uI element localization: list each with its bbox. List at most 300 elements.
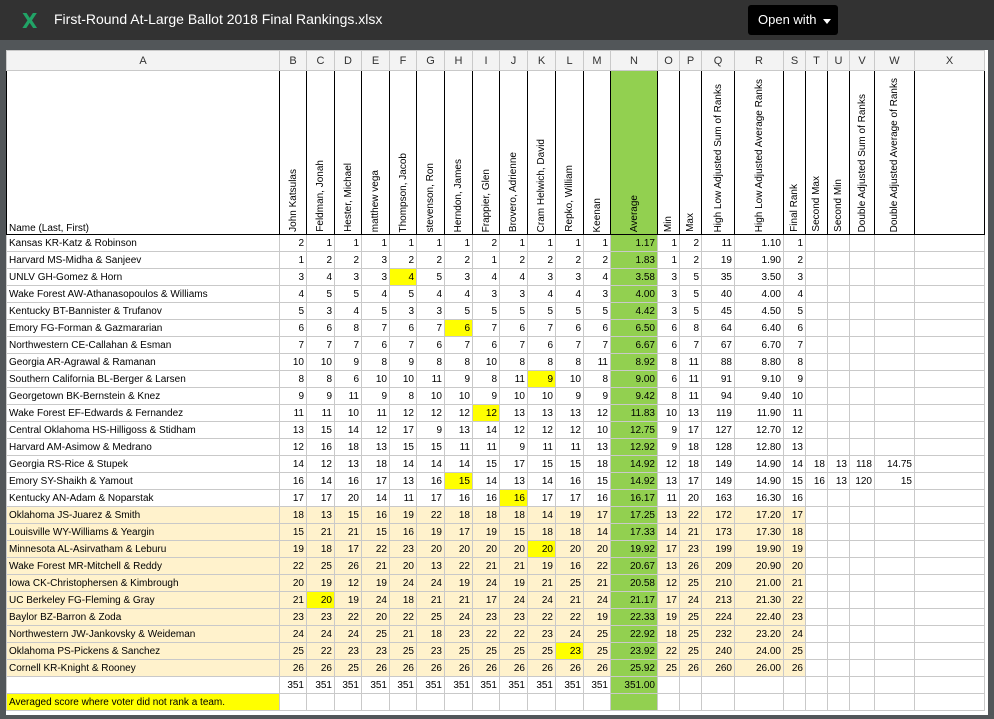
rank-cell[interactable]: 13 — [556, 405, 584, 422]
rank-cell[interactable]: 4 — [362, 286, 390, 303]
hl-avg-cell[interactable]: 8.80 — [735, 354, 784, 371]
rank-cell[interactable]: 17 — [335, 541, 362, 558]
double-avg-cell[interactable] — [875, 439, 915, 456]
rank-cell[interactable]: 22 — [390, 609, 417, 626]
rank-cell[interactable]: 10 — [280, 354, 307, 371]
rank-cell[interactable]: 17 — [528, 490, 556, 507]
team-name-cell[interactable]: Emory FG-Forman & Gazmararian — [7, 320, 280, 337]
rank-cell[interactable]: 1 — [362, 235, 390, 252]
double-sum-cell[interactable] — [850, 388, 875, 405]
rank-cell[interactable]: 2 — [473, 235, 500, 252]
rank-cell[interactable]: 2 — [584, 252, 611, 269]
empty-cell[interactable] — [915, 575, 985, 592]
rank-cell[interactable]: 13 — [307, 507, 335, 524]
average-cell[interactable]: 1.17 — [611, 235, 658, 252]
rank-cell[interactable]: 3 — [556, 269, 584, 286]
second-min-cell[interactable] — [828, 252, 850, 269]
rank-cell[interactable]: 14 — [528, 507, 556, 524]
max-cell[interactable]: 5 — [680, 286, 702, 303]
rank-cell[interactable]: 24 — [335, 626, 362, 643]
empty-cell[interactable] — [915, 626, 985, 643]
rank-cell[interactable]: 20 — [445, 541, 473, 558]
column-header-r[interactable]: R — [735, 51, 784, 71]
final-rank-cell[interactable]: 5 — [784, 303, 806, 320]
rank-cell[interactable]: 1 — [528, 235, 556, 252]
min-cell[interactable]: 12 — [658, 456, 680, 473]
rank-cell[interactable]: 4 — [307, 269, 335, 286]
hl-avg-cell[interactable]: 3.50 — [735, 269, 784, 286]
rank-cell[interactable]: 11 — [556, 439, 584, 456]
column-header-p[interactable]: P — [680, 51, 702, 71]
rank-cell[interactable]: 18 — [528, 524, 556, 541]
double-sum-cell[interactable] — [850, 609, 875, 626]
average-cell[interactable]: 9.42 — [611, 388, 658, 405]
double-avg-cell[interactable] — [875, 252, 915, 269]
rank-cell[interactable]: 16 — [417, 473, 445, 490]
rank-cell[interactable]: 20 — [362, 609, 390, 626]
second-max-cell[interactable]: 16 — [806, 473, 828, 490]
rank-cell[interactable]: 6 — [500, 320, 528, 337]
hl-sum-cell[interactable]: 199 — [702, 541, 735, 558]
header-cell[interactable] — [307, 71, 335, 235]
average-cell[interactable]: 17.25 — [611, 507, 658, 524]
empty-cell[interactable] — [915, 269, 985, 286]
max-cell[interactable]: 20 — [680, 490, 702, 507]
column-header-e[interactable]: E — [362, 51, 390, 71]
team-name-cell[interactable]: Georgia RS-Rice & Stupek — [7, 456, 280, 473]
rank-cell[interactable]: 8 — [556, 354, 584, 371]
rank-cell[interactable]: 17 — [417, 490, 445, 507]
empty-cell[interactable] — [702, 677, 735, 694]
hl-avg-cell[interactable]: 17.30 — [735, 524, 784, 541]
empty-cell[interactable] — [915, 235, 985, 252]
empty-cell[interactable] — [445, 694, 473, 711]
rank-cell[interactable]: 21 — [445, 592, 473, 609]
empty-cell[interactable] — [915, 456, 985, 473]
second-max-cell[interactable] — [806, 541, 828, 558]
rank-cell[interactable]: 10 — [500, 388, 528, 405]
average-cell[interactable]: 16.17 — [611, 490, 658, 507]
rank-cell[interactable]: 13 — [335, 456, 362, 473]
second-max-cell[interactable] — [806, 558, 828, 575]
rank-cell[interactable]: 17 — [445, 524, 473, 541]
rank-cell[interactable]: 22 — [362, 541, 390, 558]
rank-cell[interactable]: 21 — [500, 558, 528, 575]
rank-cell[interactable]: 25 — [390, 643, 417, 660]
double-sum-cell[interactable] — [850, 626, 875, 643]
rank-cell[interactable]: 10 — [584, 422, 611, 439]
double-sum-cell[interactable] — [850, 371, 875, 388]
second-max-cell[interactable] — [806, 303, 828, 320]
rank-cell[interactable]: 26 — [528, 660, 556, 677]
rank-cell[interactable]: 13 — [280, 422, 307, 439]
rank-cell[interactable]: 7 — [335, 337, 362, 354]
rank-cell[interactable]: 11 — [280, 405, 307, 422]
max-cell[interactable]: 11 — [680, 354, 702, 371]
rank-cell[interactable]: 7 — [390, 337, 417, 354]
team-name-cell[interactable]: Georgetown BK-Bernstein & Knez — [7, 388, 280, 405]
double-avg-cell[interactable] — [875, 422, 915, 439]
rank-cell[interactable]: 3 — [417, 303, 445, 320]
rank-cell[interactable]: 13 — [362, 439, 390, 456]
rank-cell[interactable]: 15 — [500, 524, 528, 541]
team-name-cell[interactable]: Central Oklahoma HS-Hilligoss & Stidham — [7, 422, 280, 439]
rank-cell[interactable]: 21 — [528, 575, 556, 592]
rank-cell[interactable]: 14 — [280, 456, 307, 473]
rank-cell[interactable]: 23 — [473, 609, 500, 626]
rank-cell[interactable]: 12 — [307, 456, 335, 473]
min-cell[interactable]: 13 — [658, 558, 680, 575]
rank-cell[interactable]: 22 — [528, 609, 556, 626]
rank-cell[interactable]: 4 — [556, 286, 584, 303]
empty-cell[interactable] — [915, 439, 985, 456]
rank-cell[interactable]: 17 — [390, 422, 417, 439]
rank-cell[interactable]: 14 — [584, 524, 611, 541]
double-avg-cell[interactable] — [875, 337, 915, 354]
rank-cell[interactable]: 18 — [390, 592, 417, 609]
max-cell[interactable]: 26 — [680, 558, 702, 575]
rank-cell[interactable]: 19 — [500, 575, 528, 592]
rank-cell[interactable]: 1 — [280, 252, 307, 269]
empty-cell[interactable] — [915, 371, 985, 388]
hl-sum-cell[interactable]: 163 — [702, 490, 735, 507]
rank-cell[interactable]: 15 — [390, 439, 417, 456]
hl-avg-cell[interactable]: 6.40 — [735, 320, 784, 337]
double-avg-cell[interactable] — [875, 626, 915, 643]
second-min-cell[interactable] — [828, 320, 850, 337]
average-cell[interactable]: 19.92 — [611, 541, 658, 558]
rank-cell[interactable]: 22 — [500, 626, 528, 643]
column-header-c[interactable]: C — [307, 51, 335, 71]
rank-cell[interactable]: 8 — [417, 354, 445, 371]
rank-cell[interactable]: 26 — [556, 660, 584, 677]
hl-sum-cell[interactable]: 11 — [702, 235, 735, 252]
hl-avg-cell[interactable]: 19.90 — [735, 541, 784, 558]
rank-cell[interactable]: 19 — [307, 575, 335, 592]
column-header-k[interactable]: K — [528, 51, 556, 71]
average-cell[interactable]: 3.58 — [611, 269, 658, 286]
rank-cell[interactable]: 22 — [584, 558, 611, 575]
rank-cell[interactable]: 17 — [362, 473, 390, 490]
rank-cell[interactable]: 7 — [445, 337, 473, 354]
rank-cell[interactable]: 10 — [528, 388, 556, 405]
header-cell[interactable] — [280, 71, 307, 235]
empty-cell[interactable] — [915, 422, 985, 439]
double-avg-cell[interactable] — [875, 558, 915, 575]
rank-cell[interactable]: 16 — [556, 473, 584, 490]
max-cell[interactable]: 21 — [680, 524, 702, 541]
average-cell[interactable]: 4.00 — [611, 286, 658, 303]
hl-sum-cell[interactable]: 94 — [702, 388, 735, 405]
rank-cell[interactable]: 6 — [528, 337, 556, 354]
rank-cell[interactable]: 3 — [362, 252, 390, 269]
rank-cell[interactable]: 24 — [417, 575, 445, 592]
average-cell[interactable]: 20.58 — [611, 575, 658, 592]
max-cell[interactable]: 13 — [680, 405, 702, 422]
empty-cell[interactable] — [915, 592, 985, 609]
second-min-cell[interactable] — [828, 354, 850, 371]
max-cell[interactable]: 7 — [680, 337, 702, 354]
rank-cell[interactable]: 11 — [445, 439, 473, 456]
rank-cell[interactable]: 21 — [390, 626, 417, 643]
rank-cell[interactable]: 15 — [584, 473, 611, 490]
second-max-cell[interactable] — [806, 422, 828, 439]
rank-cell[interactable]: 15 — [417, 439, 445, 456]
hl-sum-cell[interactable]: 119 — [702, 405, 735, 422]
rank-cell[interactable]: 22 — [445, 558, 473, 575]
second-min-cell[interactable] — [828, 269, 850, 286]
min-cell[interactable]: 17 — [658, 592, 680, 609]
double-avg-cell[interactable] — [875, 303, 915, 320]
second-max-cell[interactable] — [806, 337, 828, 354]
empty-cell[interactable] — [784, 694, 806, 711]
final-rank-cell[interactable]: 25 — [784, 643, 806, 660]
double-avg-cell[interactable] — [875, 235, 915, 252]
double-avg-cell[interactable] — [875, 541, 915, 558]
hl-sum-cell[interactable]: 40 — [702, 286, 735, 303]
double-sum-cell[interactable] — [850, 660, 875, 677]
min-cell[interactable]: 13 — [658, 473, 680, 490]
second-max-cell[interactable] — [806, 507, 828, 524]
hl-avg-cell[interactable]: 9.40 — [735, 388, 784, 405]
max-cell[interactable]: 8 — [680, 320, 702, 337]
rank-cell[interactable]: 11 — [500, 371, 528, 388]
total-cell[interactable]: 351 — [528, 677, 556, 694]
rank-cell[interactable]: 4 — [584, 269, 611, 286]
header-cell[interactable] — [658, 71, 680, 235]
final-rank-cell[interactable]: 18 — [784, 524, 806, 541]
hl-avg-cell[interactable]: 1.10 — [735, 235, 784, 252]
rank-cell[interactable]: 21 — [556, 592, 584, 609]
rank-cell[interactable]: 19 — [556, 507, 584, 524]
rank-cell[interactable]: 18 — [556, 524, 584, 541]
rank-cell[interactable]: 8 — [307, 371, 335, 388]
second-min-cell[interactable] — [828, 286, 850, 303]
rank-cell[interactable]: 17 — [556, 490, 584, 507]
rank-cell[interactable]: 16 — [362, 507, 390, 524]
rank-cell[interactable]: 10 — [335, 405, 362, 422]
header-cell[interactable]: Name (Last, First) — [7, 71, 280, 235]
rank-cell[interactable]: 2 — [390, 252, 417, 269]
min-cell[interactable]: 18 — [658, 626, 680, 643]
rank-cell[interactable]: 5 — [473, 303, 500, 320]
average-cell[interactable]: 25.92 — [611, 660, 658, 677]
rank-cell[interactable]: 12 — [473, 405, 500, 422]
second-min-cell[interactable] — [828, 609, 850, 626]
rank-cell[interactable]: 23 — [307, 609, 335, 626]
rank-cell[interactable]: 4 — [335, 303, 362, 320]
rank-cell[interactable]: 24 — [280, 626, 307, 643]
team-name-cell[interactable]: Iowa CK-Christophersen & Kimbrough — [7, 575, 280, 592]
column-header-u[interactable]: U — [828, 51, 850, 71]
rank-cell[interactable]: 26 — [362, 660, 390, 677]
rank-cell[interactable]: 10 — [390, 371, 417, 388]
rank-cell[interactable]: 25 — [335, 660, 362, 677]
rank-cell[interactable]: 2 — [307, 252, 335, 269]
hl-sum-cell[interactable]: 173 — [702, 524, 735, 541]
hl-avg-cell[interactable]: 24.00 — [735, 643, 784, 660]
average-cell[interactable]: 9.00 — [611, 371, 658, 388]
column-header-f[interactable]: F — [390, 51, 417, 71]
max-cell[interactable]: 25 — [680, 643, 702, 660]
rank-cell[interactable]: 1 — [556, 235, 584, 252]
rank-cell[interactable]: 10 — [362, 371, 390, 388]
hl-sum-cell[interactable]: 149 — [702, 473, 735, 490]
double-sum-cell[interactable] — [850, 490, 875, 507]
total-cell[interactable]: 351 — [417, 677, 445, 694]
empty-cell[interactable] — [735, 694, 784, 711]
rank-cell[interactable]: 23 — [362, 643, 390, 660]
rank-cell[interactable]: 11 — [473, 439, 500, 456]
hl-sum-cell[interactable]: 209 — [702, 558, 735, 575]
max-cell[interactable]: 24 — [680, 592, 702, 609]
rank-cell[interactable]: 3 — [307, 303, 335, 320]
empty-cell[interactable] — [915, 677, 985, 694]
rank-cell[interactable]: 19 — [473, 524, 500, 541]
min-cell[interactable]: 14 — [658, 524, 680, 541]
min-cell[interactable]: 9 — [658, 439, 680, 456]
double-avg-cell[interactable] — [875, 320, 915, 337]
rank-cell[interactable]: 12 — [528, 422, 556, 439]
max-cell[interactable]: 2 — [680, 252, 702, 269]
team-name-cell[interactable]: Wake Forest EF-Edwards & Fernandez — [7, 405, 280, 422]
empty-average-cell[interactable] — [611, 694, 658, 711]
average-cell[interactable]: 12.92 — [611, 439, 658, 456]
empty-cell[interactable] — [850, 694, 875, 711]
double-avg-cell[interactable] — [875, 405, 915, 422]
header-cell[interactable] — [915, 71, 985, 235]
rank-cell[interactable]: 1 — [390, 235, 417, 252]
rank-cell[interactable]: 3 — [390, 303, 417, 320]
average-cell[interactable]: 12.75 — [611, 422, 658, 439]
rank-cell[interactable]: 15 — [307, 422, 335, 439]
min-cell[interactable]: 6 — [658, 371, 680, 388]
average-cell[interactable]: 1.83 — [611, 252, 658, 269]
rank-cell[interactable]: 20 — [335, 490, 362, 507]
average-cell[interactable]: 4.42 — [611, 303, 658, 320]
second-min-cell[interactable] — [828, 660, 850, 677]
rank-cell[interactable]: 7 — [584, 337, 611, 354]
second-max-cell[interactable] — [806, 286, 828, 303]
min-cell[interactable]: 1 — [658, 252, 680, 269]
double-sum-cell[interactable] — [850, 507, 875, 524]
second-max-cell[interactable] — [806, 490, 828, 507]
rank-cell[interactable]: 16 — [280, 473, 307, 490]
hl-avg-cell[interactable]: 12.70 — [735, 422, 784, 439]
rank-cell[interactable]: 14 — [445, 456, 473, 473]
double-avg-cell[interactable] — [875, 507, 915, 524]
rank-cell[interactable]: 9 — [528, 371, 556, 388]
double-sum-cell[interactable] — [850, 286, 875, 303]
min-cell[interactable]: 13 — [658, 507, 680, 524]
rank-cell[interactable]: 8 — [362, 354, 390, 371]
column-header-l[interactable]: L — [556, 51, 584, 71]
rank-cell[interactable]: 12 — [556, 422, 584, 439]
rank-cell[interactable]: 11 — [390, 490, 417, 507]
rank-cell[interactable]: 24 — [445, 609, 473, 626]
hl-avg-cell[interactable]: 20.90 — [735, 558, 784, 575]
rank-cell[interactable]: 8 — [500, 354, 528, 371]
column-header-a[interactable]: A — [7, 51, 280, 71]
rank-cell[interactable]: 6 — [584, 320, 611, 337]
rank-cell[interactable]: 24 — [556, 626, 584, 643]
header-cell[interactable] — [850, 71, 875, 235]
team-name-cell[interactable]: Baylor BZ-Barron & Zoda — [7, 609, 280, 626]
rank-cell[interactable]: 20 — [528, 541, 556, 558]
rank-cell[interactable]: 13 — [584, 439, 611, 456]
double-avg-cell[interactable] — [875, 643, 915, 660]
rank-cell[interactable]: 9 — [445, 371, 473, 388]
rank-cell[interactable]: 1 — [307, 235, 335, 252]
average-cell[interactable]: 8.92 — [611, 354, 658, 371]
rank-cell[interactable]: 1 — [500, 235, 528, 252]
rank-cell[interactable]: 24 — [500, 592, 528, 609]
final-rank-cell[interactable]: 7 — [784, 337, 806, 354]
final-rank-cell[interactable]: 6 — [784, 320, 806, 337]
second-max-cell[interactable] — [806, 320, 828, 337]
total-average-cell[interactable]: 351.00 — [611, 677, 658, 694]
team-name-cell[interactable]: Oklahoma PS-Pickens & Sanchez — [7, 643, 280, 660]
rank-cell[interactable]: 14 — [362, 490, 390, 507]
rank-cell[interactable]: 25 — [500, 643, 528, 660]
rank-cell[interactable]: 26 — [335, 558, 362, 575]
min-cell[interactable]: 3 — [658, 286, 680, 303]
rank-cell[interactable]: 4 — [445, 286, 473, 303]
double-sum-cell[interactable] — [850, 575, 875, 592]
rank-cell[interactable]: 21 — [417, 592, 445, 609]
rank-cell[interactable]: 14 — [307, 473, 335, 490]
hl-sum-cell[interactable]: 45 — [702, 303, 735, 320]
hl-sum-cell[interactable]: 149 — [702, 456, 735, 473]
second-min-cell[interactable] — [828, 626, 850, 643]
rank-cell[interactable]: 11 — [417, 371, 445, 388]
rank-cell[interactable]: 21 — [362, 558, 390, 575]
rank-cell[interactable]: 20 — [556, 541, 584, 558]
final-rank-cell[interactable]: 10 — [784, 388, 806, 405]
average-cell[interactable]: 6.50 — [611, 320, 658, 337]
rank-cell[interactable]: 14 — [528, 473, 556, 490]
rank-cell[interactable]: 6 — [417, 337, 445, 354]
rank-cell[interactable]: 16 — [390, 524, 417, 541]
team-name-cell[interactable]: Harvard AM-Asimow & Medrano — [7, 439, 280, 456]
rank-cell[interactable]: 23 — [528, 626, 556, 643]
rank-cell[interactable]: 11 — [335, 388, 362, 405]
second-max-cell[interactable] — [806, 524, 828, 541]
empty-cell[interactable] — [784, 677, 806, 694]
total-cell[interactable]: 351 — [390, 677, 417, 694]
rank-cell[interactable]: 19 — [584, 609, 611, 626]
empty-cell[interactable] — [828, 694, 850, 711]
rank-cell[interactable]: 13 — [417, 558, 445, 575]
rank-cell[interactable]: 19 — [390, 507, 417, 524]
team-name-cell[interactable]: UC Berkeley FG-Fleming & Gray — [7, 592, 280, 609]
hl-avg-cell[interactable]: 23.20 — [735, 626, 784, 643]
min-cell[interactable]: 12 — [658, 575, 680, 592]
rank-cell[interactable]: 11 — [584, 354, 611, 371]
rank-cell[interactable]: 19 — [280, 541, 307, 558]
double-sum-cell[interactable] — [850, 252, 875, 269]
rank-cell[interactable]: 3 — [280, 269, 307, 286]
min-cell[interactable]: 8 — [658, 354, 680, 371]
rank-cell[interactable]: 25 — [417, 609, 445, 626]
double-avg-cell[interactable] — [875, 388, 915, 405]
min-cell[interactable]: 25 — [658, 660, 680, 677]
empty-cell[interactable] — [584, 694, 611, 711]
rank-cell[interactable]: 21 — [280, 592, 307, 609]
double-avg-cell[interactable] — [875, 371, 915, 388]
second-min-cell[interactable] — [828, 235, 850, 252]
team-name-cell[interactable]: Wake Forest AW-Athanasopoulos & Williams — [7, 286, 280, 303]
